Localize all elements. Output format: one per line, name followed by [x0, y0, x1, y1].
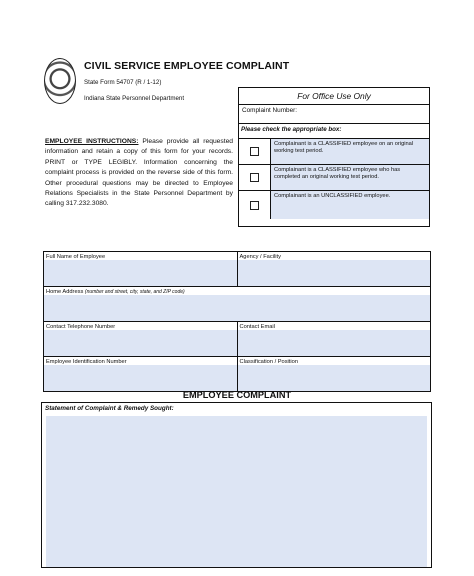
classified-test-period-checkbox[interactable] [250, 147, 259, 156]
check-box-instruction: Please check the appropriate box: [241, 126, 342, 133]
option-row [239, 191, 429, 219]
complaint-section-title: EMPLOYEE COMPLAINT [182, 390, 292, 400]
option-row [239, 139, 429, 165]
full-name-field[interactable] [44, 252, 237, 286]
checkbox-cell [239, 191, 271, 219]
option-label: Complainant is an UNCLASSIFIED employee. [271, 191, 429, 219]
instructions-heading: EMPLOYEE INSTRUCTIONS: [45, 138, 139, 145]
employee-id-label: Employee Identification Number [46, 359, 127, 365]
employee-type-options [239, 138, 429, 219]
option-label: Complainant is a CLASSIFIED employee on an original working test period. [271, 139, 429, 164]
employee-info-table [43, 251, 431, 392]
info-row [44, 252, 430, 287]
instructions-block [45, 137, 233, 210]
form-title: CIVIL SERVICE EMPLOYEE COMPLAINT [84, 60, 290, 72]
agency-field[interactable] [237, 252, 431, 286]
info-row [44, 322, 430, 357]
home-address-label: Home Address [46, 289, 84, 295]
instructions-body: Please provide all requested information and retain a copy of this form for your records. PRINT or TYPE LEGIBLY. Information concerning the complaint process is provided on the reverse side of this form. Other procedural questions may be directed to Employee Relations Specialists in the State Personnel Department by calling 317.232.3080. [45, 138, 234, 208]
complaint-statement-box [41, 402, 432, 568]
phone-field[interactable] [44, 322, 237, 356]
email-label: Contact Email [239, 324, 275, 330]
info-row [44, 287, 430, 322]
option-row [239, 165, 429, 191]
statement-label: Statement of Complaint & Remedy Sought: [45, 405, 174, 412]
phone-label: Contact Telephone Number [46, 324, 116, 330]
office-use-heading: For Office Use Only [239, 88, 429, 105]
department-name: Indiana State Personnel Department [84, 95, 185, 102]
full-name-label: Full Name of Employee [46, 254, 106, 260]
complaint-number-field[interactable]: Complaint Number: [239, 104, 429, 124]
unclassified-checkbox[interactable] [250, 201, 259, 210]
classified-completed-checkbox[interactable] [250, 173, 259, 182]
info-row [44, 357, 430, 391]
state-seal-icon [44, 58, 76, 104]
option-label: Complainant is a CLASSIFIED employee who has completed an original working test period. [271, 165, 429, 190]
classification-field[interactable] [237, 357, 431, 391]
checkbox-cell [239, 165, 271, 190]
checkbox-cell [239, 139, 271, 164]
classification-label: Classification / Position [239, 359, 298, 365]
statement-input[interactable] [46, 416, 427, 567]
office-use-box [238, 87, 430, 227]
home-address-hint: (number and street, city, state, and ZIP code) [84, 289, 185, 295]
employee-id-field[interactable] [44, 357, 237, 391]
agency-label: Agency / Facility [239, 254, 281, 260]
email-field[interactable] [237, 322, 431, 356]
home-address-field[interactable] [44, 287, 430, 321]
form-number: State Form 54707 (R / 1-12) [84, 79, 162, 86]
